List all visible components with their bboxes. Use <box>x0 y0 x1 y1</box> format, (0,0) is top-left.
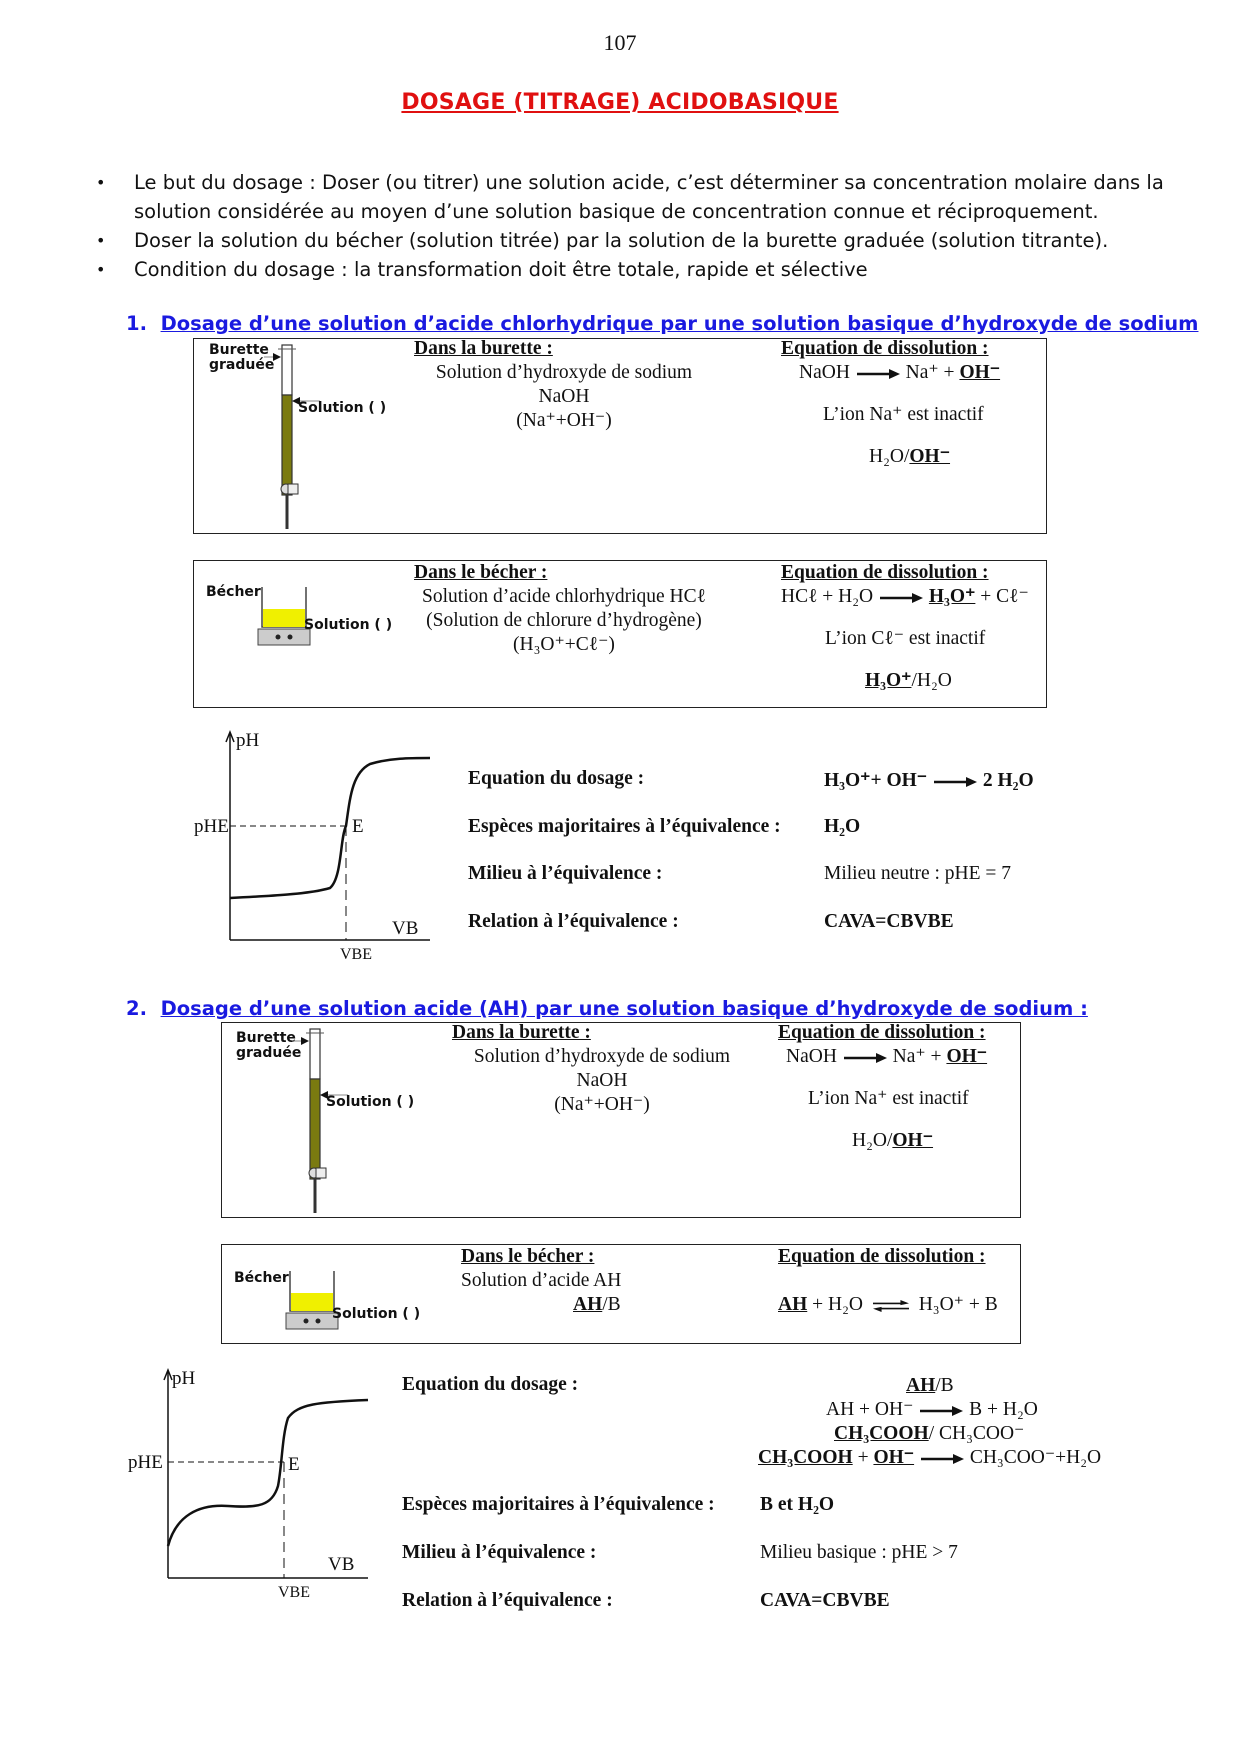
stirrer-knob <box>304 1319 309 1324</box>
couple-part: H₂O/ <box>869 446 910 467</box>
eq-left: NaOH <box>799 362 850 383</box>
becher-line: Solution d’acide AH <box>461 1270 622 1291</box>
burette-label-line: Burette <box>236 1030 296 1046</box>
dissolution-block <box>781 337 1041 469</box>
axis-label-phe: pHE <box>128 1452 163 1473</box>
dissolution-equation <box>778 1045 1018 1069</box>
burette-liquid <box>282 395 292 495</box>
ph-curve <box>230 758 430 898</box>
eq-right: Na⁺ + <box>905 362 960 383</box>
solution-label: Solution ( ) <box>332 1306 421 1322</box>
couple-part-underlined: OH⁻ <box>909 446 951 467</box>
row-value: CAVA=CBVBE <box>760 1590 890 1611</box>
burette-label-line: graduée <box>209 357 275 373</box>
eq-right-underlined: OH⁻ <box>946 1046 988 1067</box>
right-arrow-icon <box>919 1453 965 1465</box>
becher-drawing <box>256 583 316 647</box>
section-2-title <box>126 997 1088 1020</box>
burette-description <box>414 337 714 433</box>
burette-label-line: Burette <box>209 342 269 358</box>
equation-line <box>740 1446 1120 1470</box>
burette-tube-top <box>282 345 292 395</box>
solution-label: Solution ( ) <box>304 617 393 633</box>
dosage-equations <box>740 1374 1120 1470</box>
becher-liquid <box>291 1293 333 1311</box>
solution-label: Solution ( ) <box>298 400 387 416</box>
right-arrow-icon <box>932 776 978 788</box>
dissolution-heading: Equation de dissolution : <box>778 1246 986 1267</box>
dissolution-equation <box>778 1293 1018 1317</box>
intro-bullet-list <box>96 168 1176 284</box>
row-value: Milieu neutre : pHE = 7 <box>824 863 1012 884</box>
right-arrow-icon <box>878 592 924 604</box>
couple-part: /H₂O <box>911 670 952 691</box>
section-number: 2. <box>126 997 147 1020</box>
row-label: Milieu à l’équivalence : <box>402 1542 597 1563</box>
burette-line: Solution d’hydroxyde de sodium <box>435 362 693 383</box>
row-label: Equation du dosage : <box>468 768 645 789</box>
dissolution-equation <box>781 361 1041 385</box>
dissolution-block <box>778 1021 1018 1153</box>
burette-liquid <box>310 1079 320 1179</box>
becher-description <box>404 561 724 657</box>
couple-part: /B <box>602 1294 621 1315</box>
bullet-item: • Le but du dosage : Doser (ou titrer) une solution acide, c’est déterminer sa concentration molaire dans la solution considérée au moyen d’une solution basique de concentration connue et réciproquement. <box>96 168 1176 226</box>
couple-part-underlined: OH⁻ <box>892 1130 934 1151</box>
acid-base-couple <box>778 1129 1018 1153</box>
eq-right: CH₃COO⁻+H₂O <box>969 1447 1102 1468</box>
axis-label-vb: VB <box>328 1554 355 1575</box>
dissolution-block <box>781 561 1046 693</box>
row-label: Milieu à l’équivalence : <box>468 863 663 884</box>
axis-label-vbe: VBE <box>340 946 372 963</box>
burette-drawing <box>264 339 324 535</box>
becher-heading: Dans le bécher : <box>461 1246 595 1267</box>
solution-label: Solution ( ) <box>326 1094 415 1110</box>
magnetic-stirrer <box>258 629 310 645</box>
stirrer-knob <box>316 1319 321 1324</box>
axis-label-phe: pHE <box>194 816 229 837</box>
inactive-ion-note: L’ion Na⁺ est inactif <box>823 404 984 425</box>
section-1-title <box>126 312 1198 335</box>
eq-underlined: CH₃COOH <box>758 1447 853 1468</box>
row-label: Relation à l’équivalence : <box>402 1590 613 1611</box>
eq-right: Na⁺ + <box>892 1046 947 1067</box>
dissolution-equation <box>781 585 1046 609</box>
couple-part-underlined: AH <box>573 1294 603 1315</box>
row-value: Milieu basique : pHE > 7 <box>760 1542 958 1563</box>
burette-box <box>193 338 1047 534</box>
equilibrium-arrow-icon <box>868 1300 914 1312</box>
becher-line: Solution d’acide chlorhydrique HCℓ <box>422 586 706 607</box>
row-label: Espèces majoritaires à l’équivalence : <box>402 1494 715 1515</box>
axis-label-ph: pH <box>236 730 260 751</box>
dissolution-heading: Equation de dissolution : <box>778 1022 986 1043</box>
burette-line: (Na⁺+OH⁻) <box>554 1094 650 1115</box>
row-value: B et H₂O <box>760 1494 835 1515</box>
burette-description <box>452 1021 752 1117</box>
becher-label: Bécher <box>206 584 261 600</box>
becher-line: (Solution de chlorure d’hydrogène) <box>426 610 702 631</box>
couple-part-underlined: H₃O⁺ <box>865 670 912 691</box>
burette-heading: Dans la burette : <box>452 1022 591 1043</box>
eq-underlined: CH₃COOH <box>834 1423 929 1444</box>
eq-underlined: AH <box>906 1375 936 1396</box>
burette-line: Solution d’hydroxyde de sodium <box>473 1046 731 1067</box>
eq-underlined: OH⁻ <box>873 1447 915 1468</box>
row-label: Equation du dosage : <box>402 1374 579 1395</box>
burette-line: NaOH <box>576 1070 628 1091</box>
dissolution-block <box>778 1245 1018 1317</box>
burette-stopcock-handle <box>316 1168 326 1178</box>
burette-label-line: graduée <box>236 1045 302 1061</box>
axis-label-ph: pH <box>172 1368 196 1389</box>
eq-right: 2 H₂O <box>982 770 1034 791</box>
right-arrow-icon <box>918 1405 964 1417</box>
burette-heading: Dans la burette : <box>414 338 553 359</box>
eq-right: B + H₂O <box>969 1399 1038 1420</box>
stirrer-knob <box>288 635 293 640</box>
eq-right: H₃O⁺ + B <box>918 1294 998 1315</box>
row-label: Espèces majoritaires à l’équivalence : <box>468 816 781 837</box>
eq-right: + Cℓ⁻ <box>975 586 1029 607</box>
row-value: CAVA=CBVBE <box>824 911 954 932</box>
bullet-item: • Condition du dosage : la transformation doit être totale, rapide et sélective <box>96 255 1176 284</box>
becher-box <box>193 560 1047 708</box>
becher-liquid <box>263 609 305 627</box>
page-title: DOSAGE (TITRAGE) ACIDOBASIQUE <box>401 90 839 115</box>
eq-text: + <box>852 1447 874 1468</box>
burette-tube-top <box>310 1029 320 1079</box>
bullet-item: • Doser la solution du bécher (solution titrée) par la solution de la burette graduée (solution titrante). <box>96 226 1176 255</box>
equivalence-point-label: E <box>288 1454 300 1475</box>
section-number: 1. <box>126 312 147 335</box>
becher-description <box>461 1245 761 1317</box>
becher-heading: Dans le bécher : <box>414 562 548 583</box>
dissolution-heading: Equation de dissolution : <box>781 338 989 359</box>
acid-base-couple <box>781 445 1041 469</box>
dissolution-heading: Equation de dissolution : <box>781 562 989 583</box>
ph-curve <box>168 1400 368 1546</box>
couple-part: H₂O/ <box>852 1130 893 1151</box>
eq-left: + H₂O <box>807 1294 863 1315</box>
burette-line: NaOH <box>538 386 590 407</box>
magnetic-stirrer <box>286 1313 338 1329</box>
inactive-ion-note: L’ion Cℓ⁻ est inactif <box>825 628 986 649</box>
section-title-text: Dosage d’une solution acide (AH) par une solution basique d’hydroxyde de sodium : <box>160 997 1088 1020</box>
eq-left: H₃O⁺+ OH⁻ <box>824 770 928 791</box>
right-arrow-icon <box>855 368 901 380</box>
eq-right-underlined: OH⁻ <box>959 362 1001 383</box>
becher-drawing <box>284 1267 344 1333</box>
equivalence-point-label: E <box>352 816 364 837</box>
burette-box <box>221 1022 1021 1218</box>
axis-label-vb: VB <box>392 918 419 939</box>
eq-text: /B <box>935 1375 954 1396</box>
acid-base-couple <box>461 1293 761 1317</box>
eq-left: HCℓ + H₂O <box>781 586 874 607</box>
right-arrow-icon <box>842 1052 888 1064</box>
becher-line: (H₃O⁺+Cℓ⁻) <box>513 634 615 655</box>
becher-label: Bécher <box>234 1270 289 1286</box>
eq-left-underlined: AH <box>778 1294 808 1315</box>
eq-left: NaOH <box>786 1046 837 1067</box>
burette-line: (Na⁺+OH⁻) <box>516 410 612 431</box>
acid-base-couple <box>781 669 1046 693</box>
row-value <box>824 768 1034 792</box>
stirrer-knob <box>276 635 281 640</box>
page-number: 107 <box>603 30 637 55</box>
becher-box <box>221 1244 1021 1344</box>
equation-line <box>740 1374 1120 1398</box>
row-label: Relation à l’équivalence : <box>468 911 679 932</box>
eq-right-underlined: H₃O⁺ <box>928 586 976 607</box>
eq-left: AH + OH⁻ <box>826 1399 914 1420</box>
row-value: H₂O <box>824 816 861 837</box>
axis-label-vbe: VBE <box>278 1584 310 1601</box>
burette-drawing <box>292 1023 352 1219</box>
eq-text: / CH₃COO⁻ <box>928 1423 1025 1444</box>
equation-line <box>740 1398 1120 1422</box>
burette-stopcock-handle <box>288 484 298 494</box>
equation-line <box>740 1422 1120 1446</box>
inactive-ion-note: L’ion Na⁺ est inactif <box>808 1088 969 1109</box>
section-title-text: Dosage d’une solution d’acide chlorhydrique par une solution basique d’hydroxyde de sodium <box>160 312 1199 335</box>
